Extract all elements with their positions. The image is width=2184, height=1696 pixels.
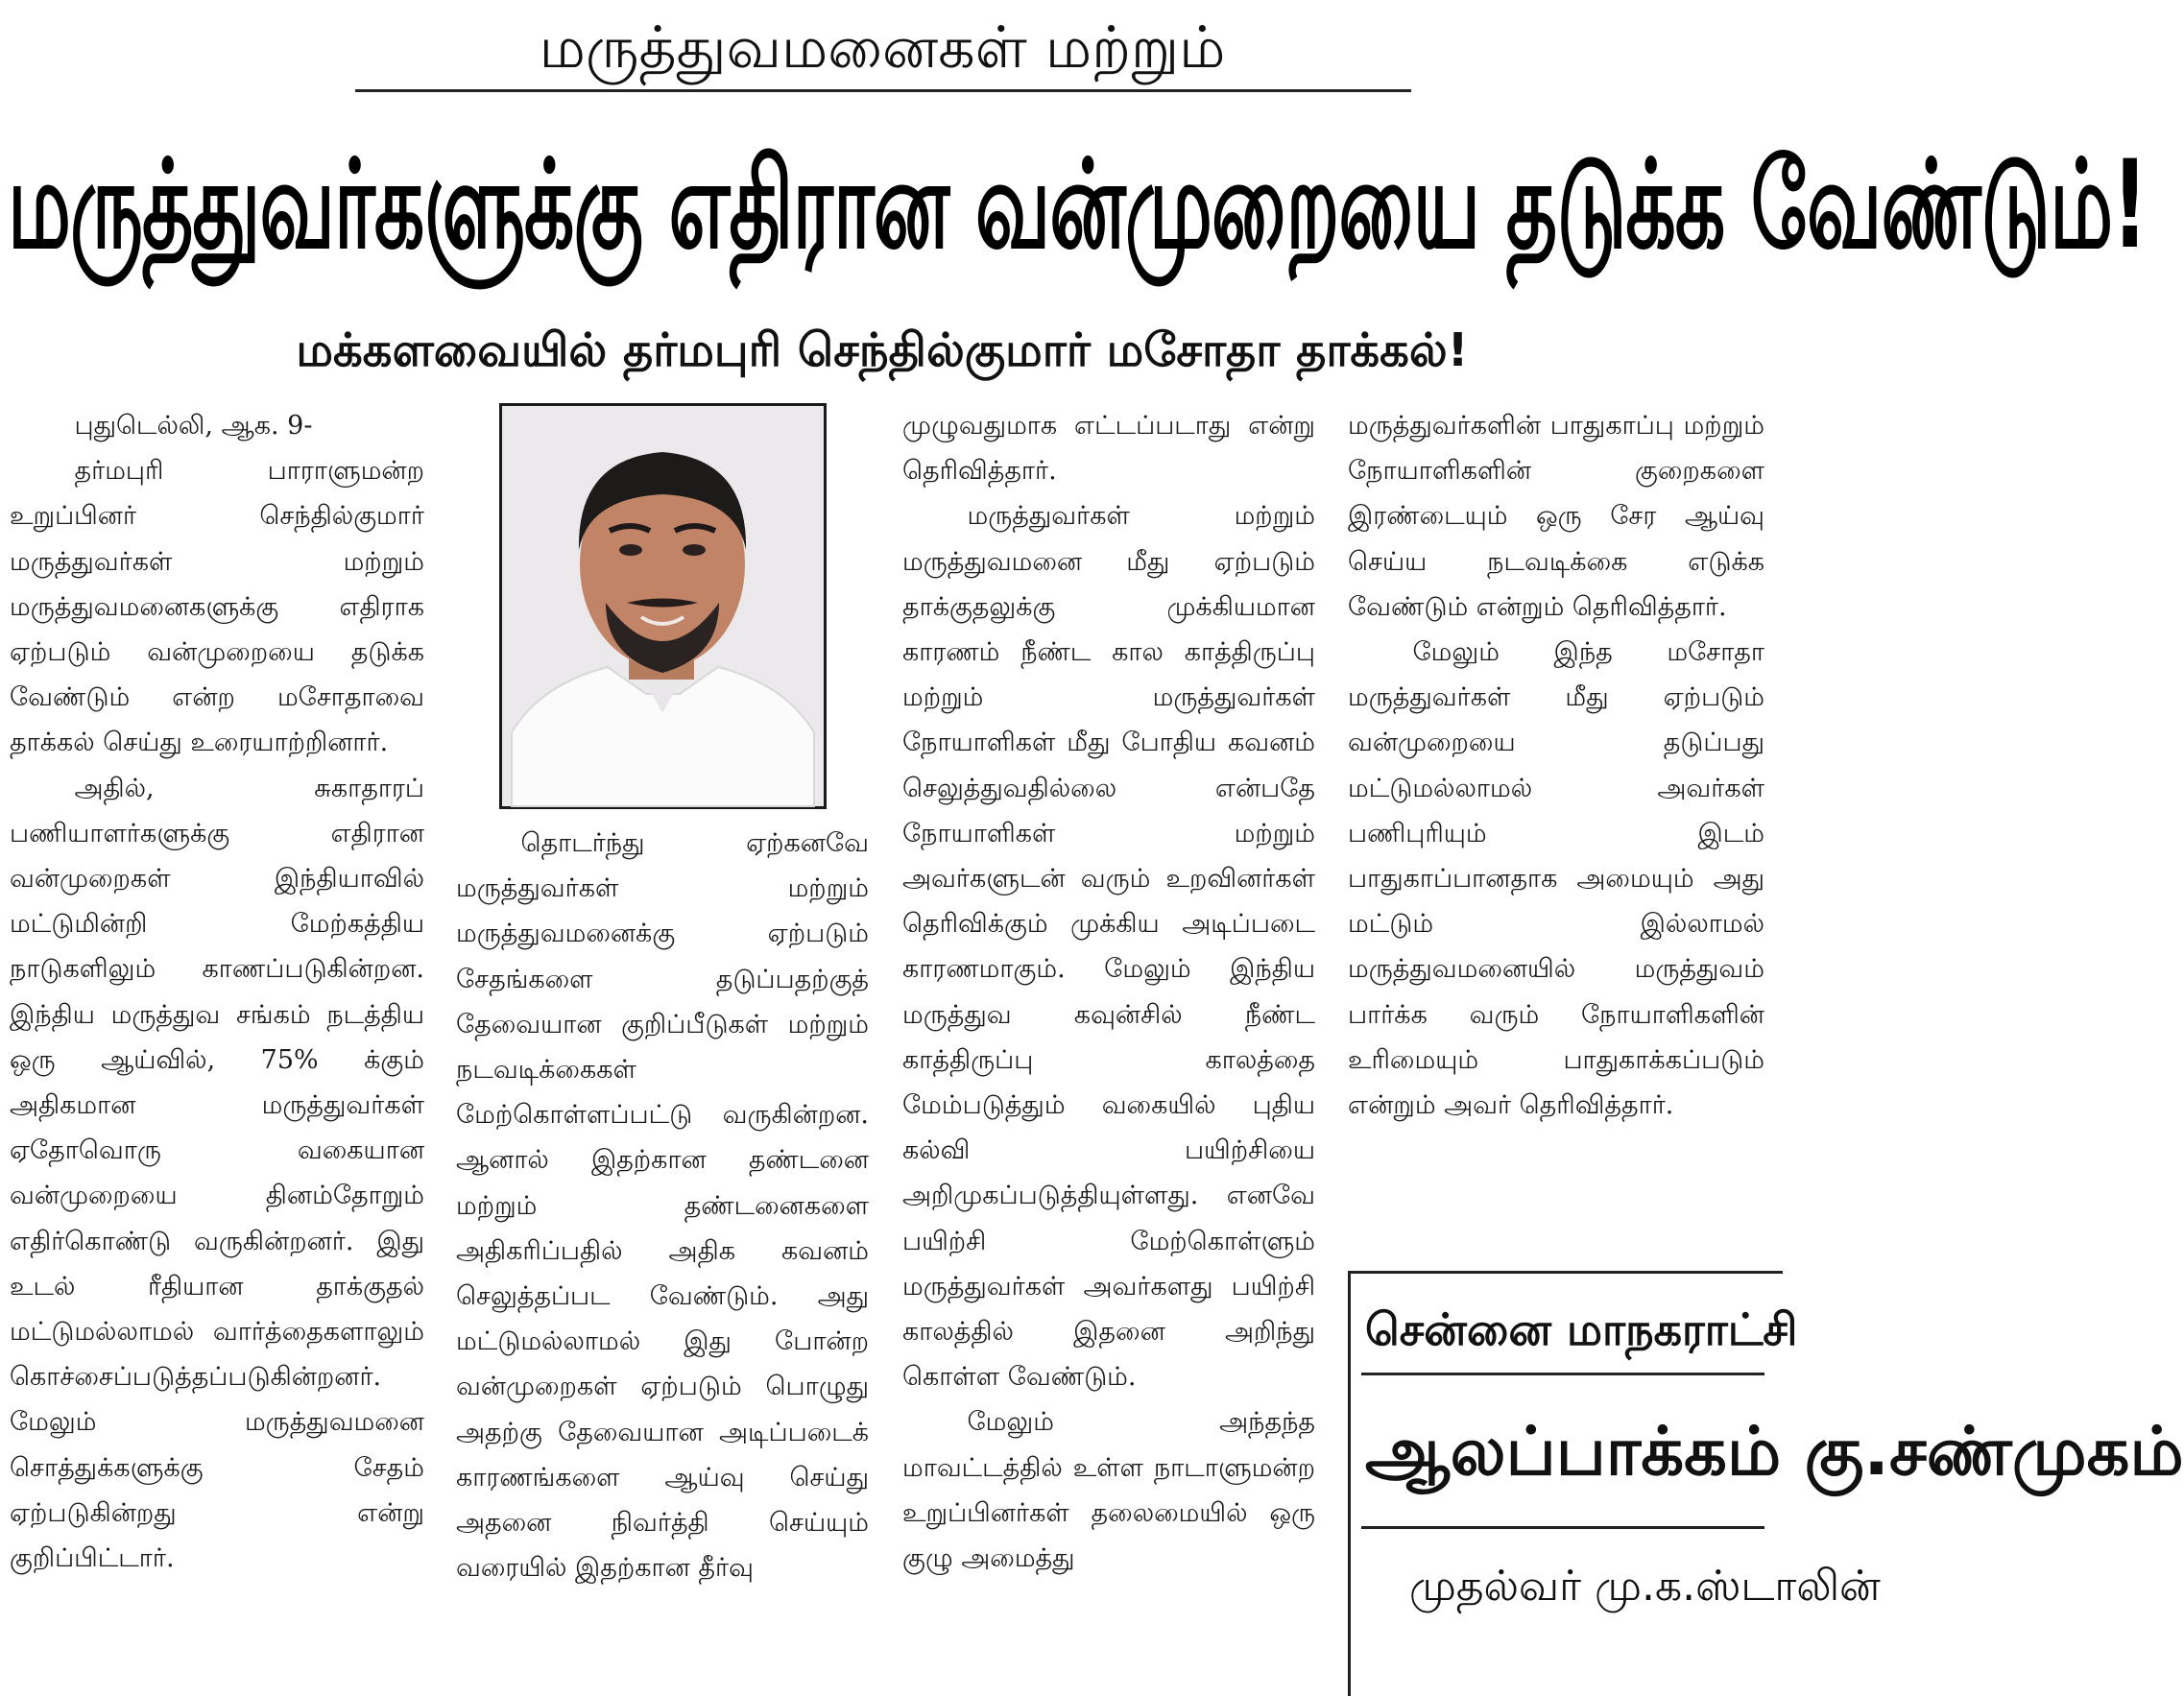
ad-line-3: முதல்வர் மு.க.ஸ்டாலின் [1409,1562,1881,1611]
article-paragraph: மேலும் அந்தந்த மாவட்டத்தில் உள்ள நாடாளுமன்ற உறுப்பினர்கள் தலைமையில் ஒரு குழு அமைத்து [902,1407,1315,1574]
portrait-illustration [502,406,824,806]
article-paragraph: மேலும் இந்த மசோதா மருத்துவர்கள் மீது ஏற்படும் வன்முறையை தடுப்பது மட்டுமல்லாமல் அவர்கள் பணிபுரியும் இடம் பாதுகாப்பானதாக அமையும் அது மட்டும் இல்லாமல் மருத்துவமனையில் மருத்துவம் பார்க்க வரும் நோயாளிகளின் உரிமையும் பாதுகாக்கப்படும் என்றும் அவர் தெரிவித்தார். [1348,637,1764,1121]
article-column-4 [1348,403,1764,1128]
sub-headline: மக்களவையில் தர்மபுரி செந்தில்குமார் மசோதா தாக்கல்! [296,323,1469,377]
article-paragraph: தொடர்ந்து ஏற்கனவே மருத்துவர்கள் மற்றும் மருத்துவமனைக்கு ஏற்படும் சேதங்களை தடுப்பதற்குத் தேவையான குறிப்பீடுகள் மற்றும் நடவடிக்கைகள் மேற்கொள்ளப்பட்டு வருகின்றன. ஆனால் இதற்கான தண்டனை மற்றும் தண்டனைகளை அதிகரிப்பதில் அதிக கவனம் செலுத்தப்பட வேண்டும். அது மட்டுமல்லாமல் இது போன்ற வன்முறைகள் ஏற்படும் பொழுது அதற்கு தேவையான அடிப்படைக் காரணங்களை ஆய்வு செய்து அதனை நிவர்த்தி செய்யும் வரையில் இதற்கான தீர்வு [456,828,869,1584]
article-column-1 [10,403,424,1581]
ad-divider [1361,1526,1764,1529]
ad-divider [1361,1373,1764,1375]
person-photo [499,403,827,809]
article-paragraph: முழுவதுமாக எட்டப்படாது என்று தெரிவித்தார். [902,411,1315,487]
ad-line-1: சென்னை மாநகராட்சி [1365,1303,1798,1355]
kicker-heading: மருத்துவமனைகள் மற்றும் [539,14,1226,82]
article-paragraph: மருத்துவர்களின் பாதுகாப்பு மற்றும் நோயாளிகளின் குறைகளை இரண்டையும் ஒரு சேர ஆய்வு செய்ய நடவடிக்கை எடுக்க வேண்டும் என்றும் தெரிவித்தார். [1348,411,1764,622]
ad-line-2: ஆலப்பாக்கம் கு.சண்முகம் [1365,1412,2184,1491]
article-column-2 [456,821,869,1590]
article-column-3 [902,403,1315,1581]
dateline: புதுடெல்லி, ஆக. 9- [74,411,313,441]
main-headline: மருத்துவர்களுக்கு எதிரான வன்முறையை தடுக்க வேண்டும்! [8,134,2148,276]
article-paragraph: மருத்துவர்கள் மற்றும் மருத்துவமனை மீது ஏற்படும் தாக்குதலுக்கு முக்கியமான காரணம் நீண்ட கால காத்திருப்பு மற்றும் மருத்துவர்கள் நோயாளிகள் மீது போதிய கவனம் செலுத்துவதில்லை என்பதே நோயாளிகள் மற்றும் அவர்களுடன் வரும் உறவினர்கள் தெரிவிக்கும் முக்கிய அடிப்படை காரணமாகும். மேலும் இந்திய மருத்துவ கவுன்சில் நீண்ட காத்திருப்பு காலத்தை மேம்படுத்தும் வகையில் புதிய கல்வி பயிற்சியை அறிமுகப்படுத்தியுள்ளது. எனவே பயிற்சி மேற்கொள்ளும் மருத்துவர்கள் அவர்களது பயிற்சி காலத்தில் இதனை அறிந்து கொள்ள வேண்டும். [902,501,1315,1393]
article-paragraph: அதில், சுகாதாரப் பணியாளர்களுக்கு எதிரான வன்முறைகள் இந்தியாவில் மட்டுமின்றி மேற்கத்திய நாடுகளிலும் காணப்படுகின்றன. இந்திய மருத்துவ சங்கம் நடத்திய ஒரு ஆய்வில், 75% க்கும் அதிகமான மருத்துவர்கள் ஏதோவொரு வகையான வன்முறையை தினம்தோறும் எதிர்கொண்டு வருகின்றனர். இது உடல் ரீதியான தாக்குதல் மட்டுமல்லாமல் வார்த்தைகளாலும் கொச்சைப்படுத்தப்படுகின்றனர். மேலும் மருத்துவமனை சொத்துக்களுக்கு சேதம் ஏற்படுகின்றது என்று குறிப்பிட்டார். [10,773,424,1574]
article-paragraph: தர்மபுரி பாராளுமன்ற உறுப்பினர் செந்தில்குமார் மருத்துவர்கள் மற்றும் மருத்துவமனைகளுக்கு எதிராக ஏற்படும் வன்முறையை தடுக்க வேண்டும் என்ற மசோதாவை தாக்கல் செய்து உரையாற்றினார். [10,456,424,758]
